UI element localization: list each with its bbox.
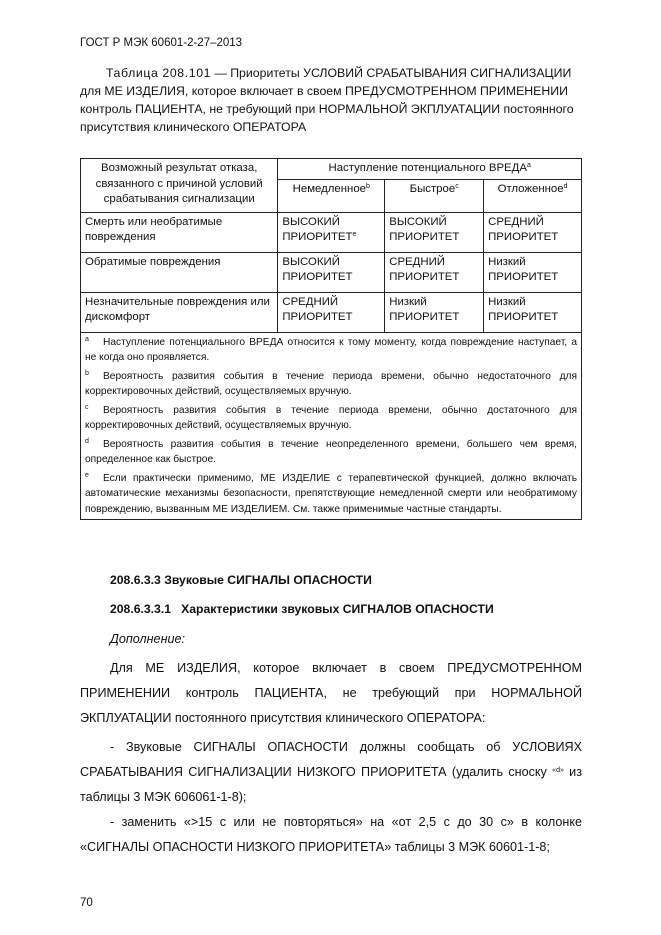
footnote: $^d$ Вероятность развития события в течение неопределенного времени, большего чем время, определенное как быстрое. — [85, 437, 577, 465]
priority-cell: Низкий ПРИОРИТЕТ — [484, 292, 582, 332]
priority-cell: Низкий ПРИОРИТЕТ — [385, 292, 484, 332]
priority-cell: ВЫСОКИЙ ПРИОРИТЕТ — [385, 212, 484, 252]
priority-cell: СРЕДНИЙ ПРИОРИТЕТ — [278, 292, 385, 332]
outcome-cell: Обратимые повреждения — [81, 252, 278, 292]
page-number: 70 — [80, 897, 93, 909]
column-header-fast: Быстрое$^c$ — [385, 179, 484, 212]
table-footnotes — [81, 332, 582, 520]
footnote-reference: «d» — [552, 767, 564, 774]
priority-cell: СРЕДНИЙ ПРИОРИТЕТ — [385, 252, 484, 292]
caption-lead: Таблица 208.101 — [106, 66, 212, 80]
priority-table — [80, 158, 582, 520]
column-header-immediate: Немедленное$^b$ — [278, 179, 385, 212]
table-caption — [80, 64, 580, 136]
priority-cell: ВЫСОКИЙ ПРИОРИТЕТ — [278, 252, 385, 292]
priority-cell: Низкий ПРИОРИТЕТ — [484, 252, 582, 292]
column-header-delayed: Отложенное$^d$ — [484, 179, 582, 212]
section-heading: 208.6.3.3 Звуковые СИГНАЛЫ ОПАСНОСТИ — [110, 573, 372, 587]
footnote: $^e$ Если практически применимо, МЕ ИЗДЕЛИЕ с терапевтической функцией, должно включать автоматические механизмы безопасности, препятствующие немедленной смерти или необратимому повреждению, вызванным МЕ ИЗДЕЛИЕМ. См. также применимые частные стандарты. — [85, 471, 577, 515]
priority-cell: СРЕДНИЙ ПРИОРИТЕТ — [484, 212, 582, 252]
table-row — [81, 292, 582, 332]
group-header-cell — [278, 159, 582, 180]
running-header: ГОСТ Р МЭК 60601-2-27–2013 — [80, 37, 243, 49]
table-row — [81, 212, 582, 252]
row-header-cell: Возможный результат отказа, связанного с причиной условий срабатывания сигнализации — [81, 159, 278, 213]
body-paragraph: - заменить «>15 с или не повторяться» на «от 2,5 с до 30 с» в колонке «СИГНАЛЫ ОПАСНОСТИ НИЗКОГО ПРИОРИТЕТА» таблицы 3 МЭК 60601-1-8; — [80, 815, 582, 854]
table-row — [81, 252, 582, 292]
group-header-text: Наступление потенциального ВРЕДА — [328, 162, 527, 174]
caption-text: — Приоритеты УСЛОВИЙ СРАБАТЫВАНИЯ СИГНАЛИЗАЦИИ для МЕ ИЗДЕЛИЯ, которое включает в своем ПРЕДУСМОТРЕННОМ ПРИМЕНЕНИИ контроль ПАЦИЕНТА, не требующий при НОРМАЛЬНОЙ ЭКПЛУАТАЦИИ постоянного присутствия клинического ОПЕРАТОРА — [80, 66, 574, 134]
footnote: $^a$ Наступление потенциального ВРЕДА относится к тому моменту, когда повреждение наступает, а не когда оно проявляется. — [85, 335, 577, 363]
priority-cell: ВЫСОКИЙ ПРИОРИТЕТ$^e$ — [278, 212, 385, 252]
footnote: $^b$ Вероятность развития события в течение периода времени, обычно недостаточного для корректировочных действий, осуществляемых вручную. — [85, 369, 577, 397]
footnote: $^c$ Вероятность развития события в течение периода времени, обычно достаточного для корректировочных действий, осуществляемых вручную. — [85, 403, 577, 431]
body-paragraph: - Звуковые СИГНАЛЫ ОПАСНОСТИ должны сообщать об УСЛОВИЯХ СРАБАТЫВАНИЯ СИГНАЛИЗАЦИИ НИЗКОГО ПРИОРИТЕТА (удалить сноску $^{«d»}$ из таблицы 3 МЭК 606061-1-8); — [80, 740, 582, 804]
subsection-heading: 208.6.3.3.1 Характеристики звуковых СИГНАЛОВ ОПАСНОСТИ — [110, 602, 494, 616]
body-paragraph: Для МЕ ИЗДЕЛИЯ, которое включает в своем ПРЕДУСМОТРЕННОМ ПРИМЕНЕНИИ контроль ПАЦИЕНТА, не требующий при НОРМАЛЬНОЙ ЭКПЛУАТАЦИИ постоянного присутствия клинического ОПЕРАТОРА: — [80, 661, 582, 725]
group-header-mark: a — [526, 162, 531, 169]
outcome-cell: Незначительные повреждения или дискомфорт — [81, 292, 278, 332]
outcome-cell: Смерть или необратимые повреждения — [81, 212, 278, 252]
addition-label: Дополнение: — [110, 632, 186, 646]
